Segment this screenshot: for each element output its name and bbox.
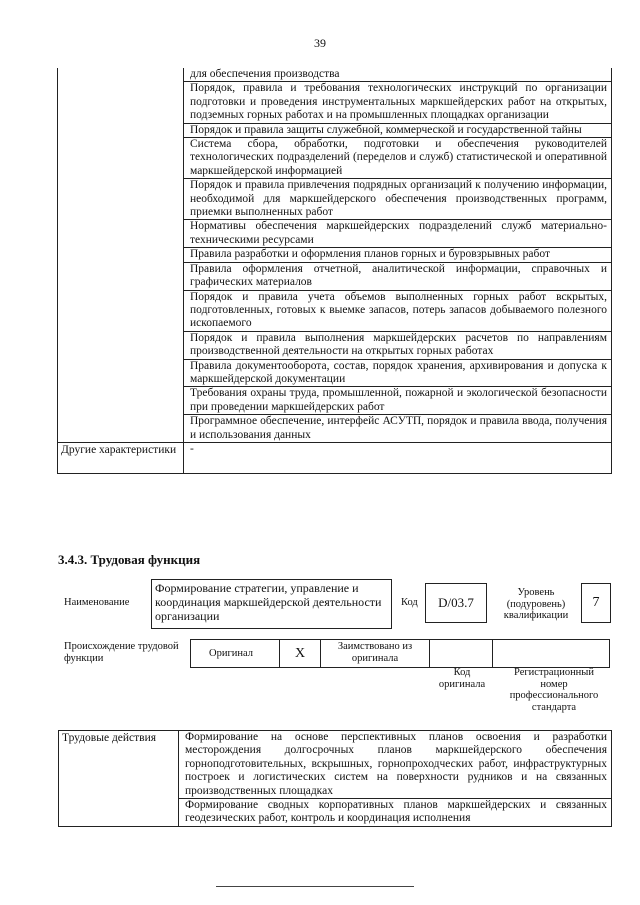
labor-action-item: Формирование на основе перспективных планов освоения и разработки месторождения долгосрочных планов маркшейдерского обеспечения горноподготовительных, вскрышных, горнопроходческих работ, инфраструктурных построек и логистических систем на поверхности рудников и на связанных производственных площадках — [179, 731, 612, 799]
knowledge-item: Порядок, правила и требования технологических инструкций по организации подготовки и проведения инструментальных маркшейдерских работ на открытых, подземных горных работах и на промышленных площадках организации — [184, 82, 612, 123]
page-number: 39 — [314, 36, 326, 50]
section-heading: 3.4.3. Трудовая функция — [58, 552, 201, 567]
knowledge-item: Порядок и правила выполнения маркшейдерских расчетов по направлениям производственной деятельности на открытых горных работах — [184, 331, 612, 359]
labor-actions-label: Трудовые действия — [59, 731, 179, 827]
table-row — [59, 731, 612, 799]
original-code-caption: Код оригинала — [438, 667, 486, 690]
registration-number-caption: Регистрационный номер профессионального стандарта — [509, 667, 599, 713]
name-label: Наименование — [64, 597, 130, 608]
knowledge-item: Требования охраны труда, промышленной, пожарной и экологической безопасности при проведении маркшейдерских работ — [184, 387, 612, 415]
knowledge-label-cell — [58, 68, 184, 442]
knowledge-item: Порядок и правила защиты служебной, коммерческой и государственной тайны — [184, 123, 612, 137]
origin-table — [190, 639, 610, 668]
origin-row — [191, 640, 610, 668]
knowledge-item: Порядок и правила учета объемов выполненных горных работ вскрытых, подготовленных, готовых к выемке запасов, потерь запасов добываемого полезного ископаемого — [184, 290, 612, 331]
footer-rule — [216, 886, 414, 887]
code-label: Код — [401, 597, 418, 608]
knowledge-item: Система сбора, обработки, подготовки и обеспечения руководителей технологических подразделений (переделов и служб) статистической и оперативной маркшейдерской информацией — [184, 138, 612, 179]
function-code-box: D/03.7 — [425, 583, 487, 623]
labor-actions-table — [58, 730, 612, 827]
knowledge-item: Правила документооборота, состав, порядок хранения, архивирования и допуска к маркшейдерской документации — [184, 359, 612, 387]
function-name-box: Формирование стратегии, управление и координация маркшейдерской деятельности организации — [151, 579, 392, 629]
knowledge-item: для обеспечения производства — [184, 68, 612, 82]
other-characteristics-value: - — [184, 442, 612, 473]
level-label: Уровень (подуровень) квалификации — [503, 587, 569, 622]
knowledge-item: Правила разработки и оформления планов горных и буровзрывных работ — [184, 248, 612, 262]
origin-label: Происхождение трудовой функции — [64, 641, 179, 664]
knowledge-item: Порядок и правила привлечения подрядных организаций к получению информации, необходимой для маркшейдерского обеспечения производственных программ, приемки выполненных работ — [184, 179, 612, 220]
registration-number-cell — [493, 640, 610, 668]
level-box: 7 — [581, 583, 611, 623]
borrowed-cell: Заимствовано из оригинала — [321, 640, 430, 668]
labor-action-item: Формирование сводных корпоративных планов маркшейдерских и связанных геодезических работ, контроль и координация исполнения — [179, 799, 612, 827]
knowledge-item: Нормативы обеспечения маркшейдерских подразделений служб материально-техническими ресурсами — [184, 220, 612, 248]
other-characteristics-label: Другие характеристики — [58, 442, 184, 473]
knowledge-table — [57, 68, 612, 474]
table-row — [58, 442, 612, 473]
original-cell: Оригинал — [191, 640, 280, 668]
knowledge-item: Правила оформления отчетной, аналитической информации, справочных и графических материалов — [184, 262, 612, 290]
original-mark: X — [280, 640, 321, 668]
knowledge-item: Программное обеспечение, интерфейс АСУТП, порядок и правила ввода, получения и использования данных — [184, 415, 612, 443]
table-row — [58, 68, 612, 82]
original-code-cell — [430, 640, 493, 668]
